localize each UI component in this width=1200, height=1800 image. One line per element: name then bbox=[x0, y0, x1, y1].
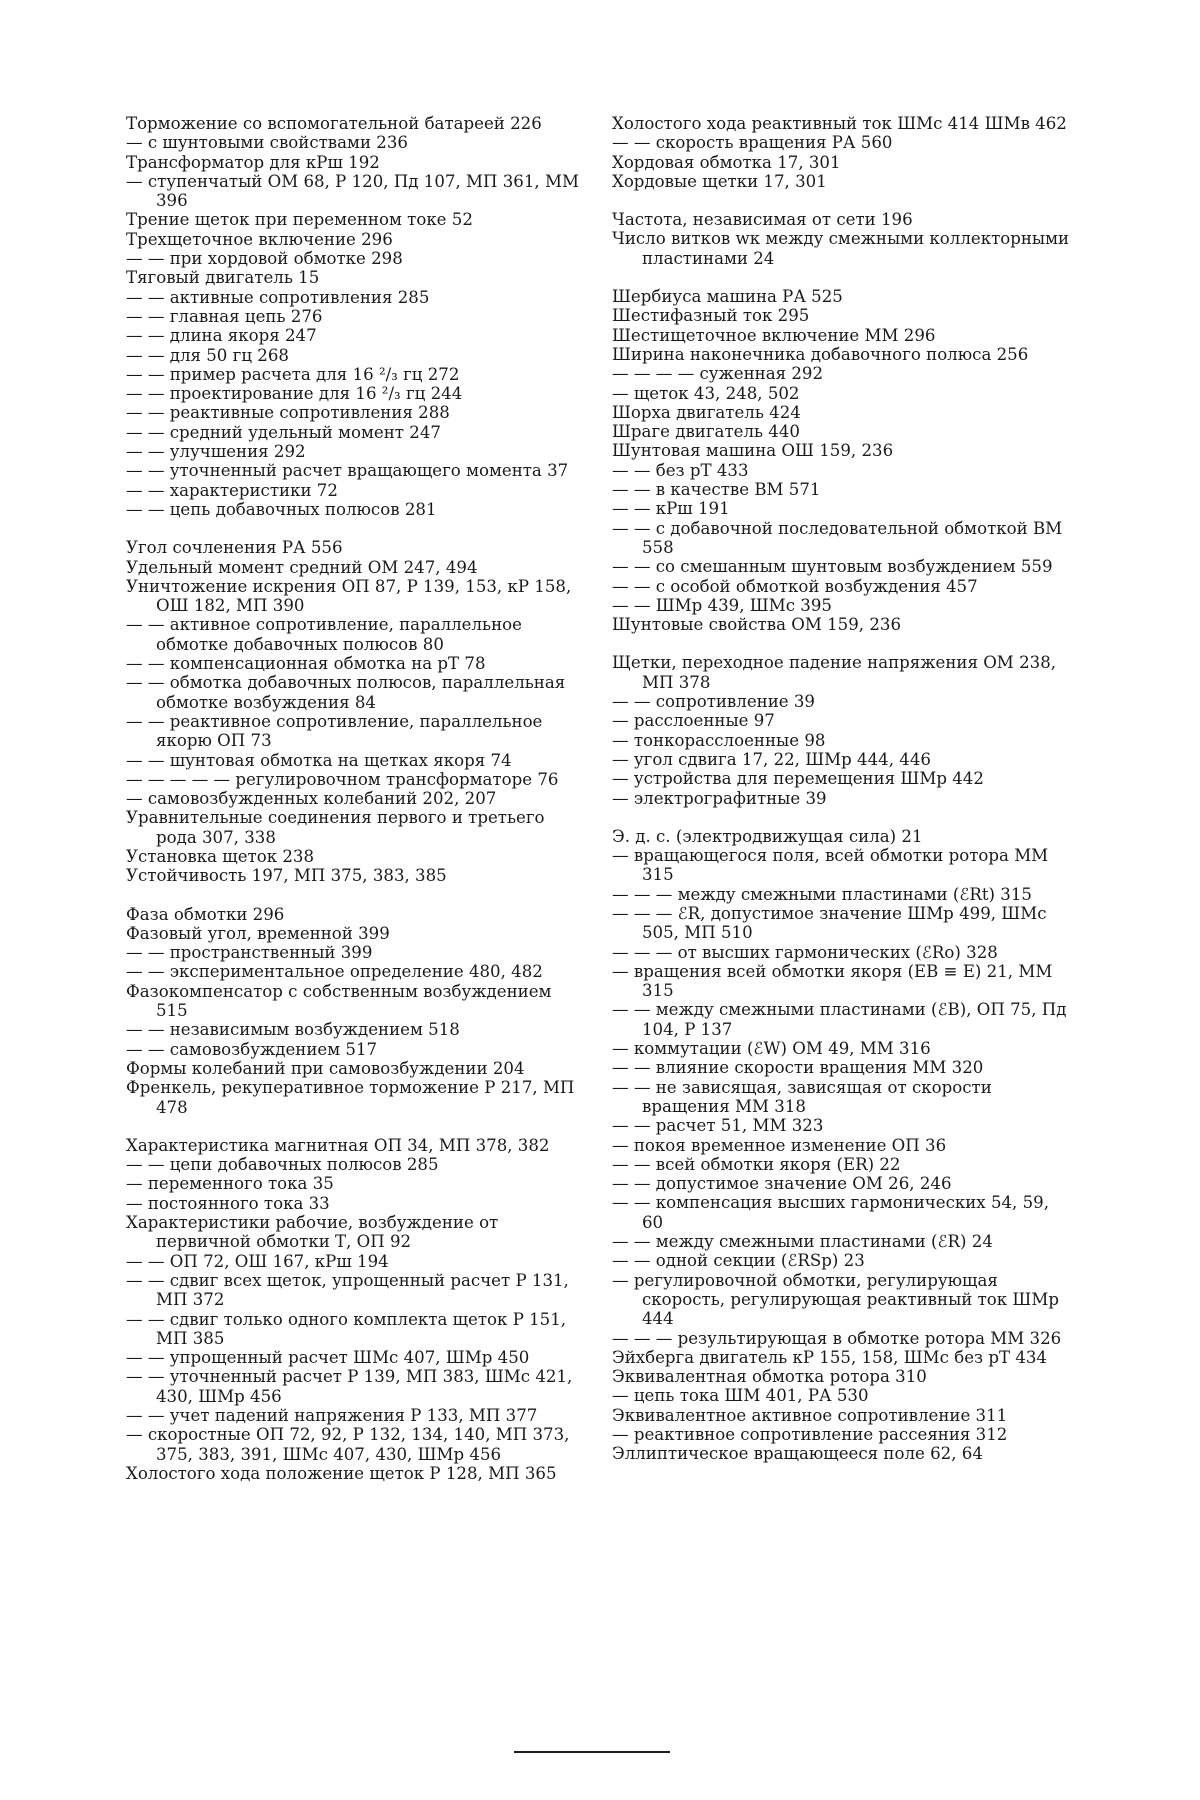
index-entry: Эйхберга двигатель кР 155, 158, ШМс без рТ 434 bbox=[612, 1347, 1047, 1367]
index-entry: — угол сдвига 17, 22, ШМр 444, 446 bbox=[612, 749, 931, 769]
index-entry: Ширина наконечника добавочного полюса 256 bbox=[612, 344, 1029, 364]
index-entry: Холостого хода положение щеток Р 128, МП 365 bbox=[126, 1463, 557, 1483]
index-entry: — — цепь добавочных полюсов 281 bbox=[126, 499, 437, 519]
index-entry: Эллиптическое вращающееся поле 62, 64 bbox=[612, 1444, 983, 1464]
index-entry: Тяговый двигатель 15 bbox=[126, 268, 320, 288]
index-entry: Устойчивость 197, МП 375, 383, 385 bbox=[126, 866, 447, 886]
index-entry: Хордовая обмотка 17, 301 bbox=[612, 152, 841, 172]
index-entry: Шунтовые свойства ОМ 159, 236 bbox=[612, 615, 902, 635]
index-entry: — — со смешанным шунтовым возбуждением 559 bbox=[612, 557, 1053, 577]
index-entry: — вращения всей обмотки якоря (EB ≡ E) 21, ММ 315 bbox=[612, 961, 1053, 1001]
index-entry: Торможение со вспомогательной батареей 226 bbox=[126, 114, 542, 133]
index-entry: — — цепи добавочных полюсов 285 bbox=[126, 1155, 439, 1175]
index-entry: Угол сочленения РА 556 bbox=[126, 538, 343, 558]
index-entry: Эквивалентная обмотка ротора 310 bbox=[612, 1367, 927, 1387]
index-entry: Шунтовая машина ОШ 159, 236 bbox=[612, 441, 894, 461]
index-entry: Шорха двигатель 424 bbox=[612, 402, 801, 422]
index-entry: — — с особой обмоткой возбуждения 457 bbox=[612, 576, 978, 596]
index-entry: Удельный момент средний ОМ 247, 494 bbox=[126, 557, 478, 577]
index-entry: — тонкорасслоенные 98 bbox=[612, 730, 826, 750]
index-entry: Характеристики рабочие, возбуждение от первичной обмотки Т, ОП 92 bbox=[126, 1213, 499, 1252]
index-entry: — — компенсационная обмотка на рТ 78 bbox=[126, 654, 486, 674]
index-entry: Частота, независимая от сети 196 bbox=[612, 210, 913, 230]
index-entry: — — уточненный расчет Р 139, МП 383, ШМс 421, 430, ШМр 456 bbox=[126, 1367, 573, 1406]
index-entry: — — всей обмотки якоря (ER) 22 bbox=[612, 1154, 901, 1174]
index-entry: — — ОП 72, ОШ 167, кРш 194 bbox=[126, 1251, 389, 1271]
index-entry: — — упрощенный расчет ШМс 407, ШМр 450 bbox=[126, 1348, 530, 1368]
index-entry: — — учет падений напряжения Р 133, МП 377 bbox=[126, 1406, 538, 1425]
index-entry: — электрографитные 39 bbox=[612, 788, 827, 808]
index-entry: Фазокомпенсатор с собственным возбуждением 515 bbox=[126, 981, 552, 1021]
index-entry: Холостого хода реактивный ток ШМс 414 ШМв 462 bbox=[612, 114, 1067, 133]
index-entry: — — расчет 51, ММ 323 bbox=[612, 1116, 824, 1136]
index-entry: — — независимым возбуждением 518 bbox=[126, 1020, 460, 1040]
index-group bbox=[612, 827, 1072, 1464]
index-entry: — скоростные ОП 72, 92, Р 132, 134, 140, МП 373, 375, 383, 391, ШМс 407, 430, ШМр 456 bbox=[126, 1425, 570, 1464]
index-entry: — — — — — регулировочном трансформаторе 76 bbox=[126, 769, 559, 789]
index-entry: Уравнительные соединения первого и третьего рода 307, 338 bbox=[126, 808, 545, 847]
index-group bbox=[612, 210, 1072, 268]
index-entry: Шестифазный ток 295 bbox=[612, 306, 810, 326]
index-group bbox=[126, 114, 584, 519]
index-entry: — — скорость вращения РА 560 bbox=[612, 133, 893, 153]
index-entry: — — с добавочной последовательной обмоткой ВМ 558 bbox=[612, 518, 1063, 557]
index-entry: — цепь тока ШМ 401, РА 530 bbox=[612, 1386, 869, 1406]
end-rule bbox=[514, 1751, 670, 1753]
index-entry: — — кРш 191 bbox=[612, 499, 730, 519]
index-entry: — — не зависящая, зависящая от скорости вращения ММ 318 bbox=[612, 1077, 992, 1116]
index-entry: — — активные сопротивления 285 bbox=[126, 287, 430, 307]
index-entry: — — характеристики 72 bbox=[126, 480, 338, 500]
index-group bbox=[612, 653, 1072, 807]
index-entry: — — между смежными пластинами (ℰB), ОП 75, Пд 104, Р 137 bbox=[612, 1000, 1067, 1039]
index-entry: — ступенчатый ОМ 68, Р 120, Пд 107, МП 361, ММ 396 bbox=[126, 171, 579, 211]
index-entry: — — сдвиг только одного комплекта щеток Р 151, МП 385 bbox=[126, 1309, 567, 1348]
index-entry: — — без рТ 433 bbox=[612, 460, 749, 480]
index-group bbox=[126, 905, 584, 1117]
index-entry: — — для 50 гц 268 bbox=[126, 345, 289, 365]
index-entry: — — реактивное сопротивление, параллельное якорю ОП 73 bbox=[126, 711, 543, 751]
index-entry: — коммутации (ℰW) ОМ 49, ММ 316 bbox=[612, 1039, 931, 1059]
index-entry: Трение щеток при переменном токе 52 bbox=[126, 210, 473, 230]
index-entry: Трансформатор для кРш 192 bbox=[126, 152, 380, 172]
index-entry: — — длина якоря 247 bbox=[126, 326, 317, 346]
index-entry: Уничтожение искрения ОП 87, Р 139, 153, кР 158, ОШ 182, МП 390 bbox=[126, 576, 572, 616]
index-entry: Щетки, переходное падение напряжения ОМ 238, МП 378 bbox=[612, 653, 1057, 692]
index-entry: — расслоенные 97 bbox=[612, 711, 775, 731]
index-entry: — — — от высших гармонических (ℰRo) 328 bbox=[612, 942, 998, 962]
index-entry: Трехщеточное включение 296 bbox=[126, 229, 393, 249]
index-entry: — — уточненный расчет вращающего момента 37 bbox=[126, 461, 569, 481]
index-group bbox=[612, 114, 1072, 191]
index-entry: — — самовозбуждением 517 bbox=[126, 1039, 378, 1059]
index-entry: — — сопротивление 39 bbox=[612, 692, 815, 712]
index-entry: — — при хордовой обмотке 298 bbox=[126, 249, 403, 269]
index-entry: — — — результирующая в обмотке ротора ММ 326 bbox=[612, 1328, 1062, 1348]
index-entry: — щеток 43, 248, 502 bbox=[612, 383, 800, 403]
index-entry: — переменного тока 35 bbox=[126, 1174, 334, 1194]
index-entry: Шраге двигатель 440 bbox=[612, 422, 800, 442]
index-entry: — — в качестве ВМ 571 bbox=[612, 480, 821, 500]
index-entry: — — ШМр 439, ШМс 395 bbox=[612, 595, 832, 615]
index-entry: — устройства для перемещения ШМр 442 bbox=[612, 769, 984, 789]
index-entry: — — проектирование для 16 ²/₃ гц 244 bbox=[126, 384, 463, 404]
index-entry: — — активное сопротивление, параллельное обмотке добавочных полюсов 80 bbox=[126, 615, 522, 654]
index-entry: — — компенсация высших гармонических 54, 59, 60 bbox=[612, 1193, 1049, 1232]
index-entry: Шестищеточное включение ММ 296 bbox=[612, 325, 936, 345]
index-entry: — покоя временное изменение ОП 36 bbox=[612, 1135, 947, 1155]
index-entry: — — главная цепь 276 bbox=[126, 306, 323, 326]
index-entry: — — сдвиг всех щеток, упрощенный расчет Р 131, МП 372 bbox=[126, 1270, 569, 1310]
index-entry: — — шунтовая обмотка на щетках якоря 74 bbox=[126, 750, 512, 770]
index-entry: — — — ℰR, допустимое значение ШМр 499, ШМс 505, МП 510 bbox=[612, 903, 1047, 943]
index-entry: — — между смежными пластинами (ℰR) 24 bbox=[612, 1232, 993, 1252]
index-entry: — самовозбужденных колебаний 202, 207 bbox=[126, 789, 497, 809]
index-entry: — — средний удельный момент 247 bbox=[126, 422, 441, 442]
index-entry: — постоянного тока 33 bbox=[126, 1193, 330, 1213]
index-group bbox=[612, 287, 1072, 634]
index-entry: — — — между смежными пластинами (ℰRt) 315 bbox=[612, 884, 1032, 904]
index-column-right bbox=[612, 114, 1072, 1483]
index-entry: — вращающегося поля, всей обмотки ротора ММ 315 bbox=[612, 846, 1049, 885]
index-entry: Фаза обмотки 296 bbox=[126, 904, 285, 924]
index-entry: — реактивное сопротивление рассеяния 312 bbox=[612, 1425, 1008, 1444]
index-entry: Эквивалентное активное сопротивление 311 bbox=[612, 1405, 1008, 1425]
index-entry: Формы колебаний при самовозбуждении 204 bbox=[126, 1058, 525, 1078]
index-entry: — — экспериментальное определение 480, 482 bbox=[126, 962, 543, 982]
index-entry: — — допустимое значение ОМ 26, 246 bbox=[612, 1174, 952, 1194]
index-entry: — — улучшения 292 bbox=[126, 442, 306, 462]
index-column-left bbox=[126, 114, 584, 1502]
index-group bbox=[126, 538, 584, 885]
index-entry: — — пространственный 399 bbox=[126, 943, 373, 963]
index-entry: Шербиуса машина РА 525 bbox=[612, 287, 843, 307]
index-entry: — с шунтовыми свойствами 236 bbox=[126, 133, 408, 153]
index-entry: — — — — суженная 292 bbox=[612, 364, 824, 384]
index-entry: Хордовые щетки 17, 301 bbox=[612, 171, 827, 191]
index-entry: — — влияние скорости вращения ММ 320 bbox=[612, 1058, 984, 1078]
index-entry: Число витков wк между смежными коллекторными пластинами 24 bbox=[612, 229, 1070, 268]
index-entry: Э. д. с. (электродвижущая сила) 21 bbox=[612, 826, 923, 846]
index-entry: Френкель, рекуперативное торможение Р 217, МП 478 bbox=[126, 1078, 575, 1117]
index-entry: Установка щеток 238 bbox=[126, 846, 315, 866]
index-entry: — — одной секции (ℰRSp) 23 bbox=[612, 1251, 865, 1271]
index-entry: Характеристика магнитная ОП 34, МП 378, 382 bbox=[126, 1135, 550, 1155]
index-entry: — — пример расчета для 16 ²/₃ гц 272 bbox=[126, 364, 460, 384]
index-entry: — — обмотка добавочных полюсов, параллельная обмотке возбуждения 84 bbox=[126, 673, 566, 712]
index-entry: — — реактивные сопротивления 288 bbox=[126, 403, 450, 423]
index-entry: — регулировочной обмотки, регулирующая скорость, регулирующая реактивный ток ШМр 444 bbox=[612, 1270, 1059, 1329]
index-entry: Фазовый угол, временной 399 bbox=[126, 923, 390, 943]
index-group bbox=[126, 1136, 584, 1483]
